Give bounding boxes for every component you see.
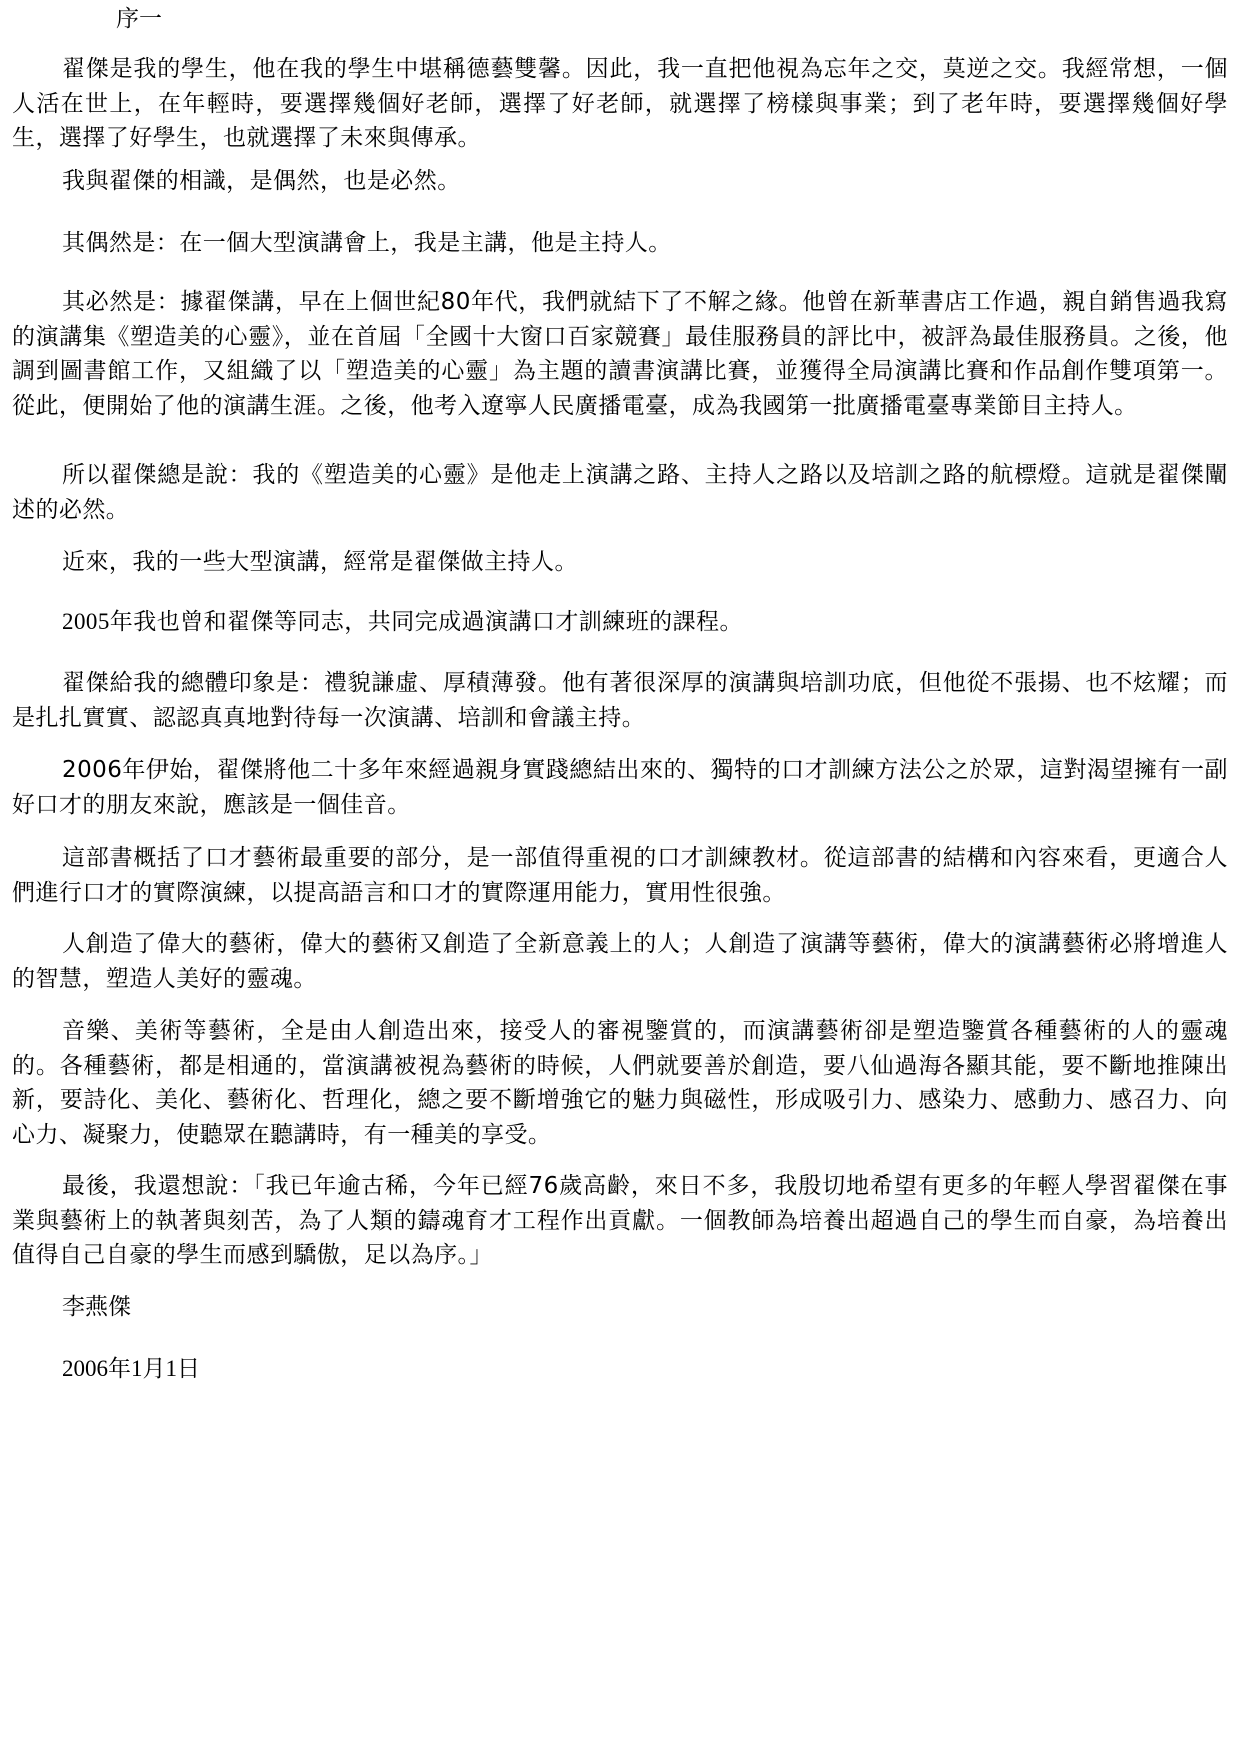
paragraph-10: 這部書概括了口才藝術最重要的部分，是一部值得重視的口才訓練教材。從這部書的結構和內容來看，更適合人們進行口才的實際演練，以提高語言和口才的實際運用能力，實用性很強。 <box>12 845 1228 906</box>
paragraph-12: 音樂、美術等藝術，全是由人創造出來，接受人的審視鑒賞的，而演講藝術卻是塑造鑒賞各種藝術的人的靈魂的。各種藝術，都是相通的，當演講被視為藝術的時候，人們就要善於創造，要八仙過海各顯其能，要不斷地推陳出新，要詩化、美化、藝術化、哲理化，總之要不斷增強它的魅力與磁性，形成吸引力、感染力、感動力、感召力、向心力、凝聚力，使聽眾在聽講時，有一種美的享受。 <box>12 1018 1228 1148</box>
paragraph-7: 2005年我也曾和翟傑等同志，共同完成過演講口才訓練班的課程。 <box>62 609 743 634</box>
paragraph-1: 翟傑是我的學生，他在我的學生中堪稱德藝雙馨。因此，我一直把他視為忘年之交，莫逆之交。我經常想，一個人活在世上，在年輕時，要選擇幾個好老師，選擇了好老師，就選擇了榜樣與事業；到了老年時，要選擇幾個好學生，選擇了好學生，也就選擇了未來與傳承。 <box>12 56 1228 151</box>
author-name: 李燕傑 <box>62 1294 131 1320</box>
paragraph-8: 翟傑給我的總體印象是：禮貌謙虛、厚積薄發。他有著很深厚的演講與培訓功底，但他從不張揚、也不炫耀；而是扎扎實實、認認真真地對待每一次演講、培訓和會議主持。 <box>12 670 1228 731</box>
page-title: 序一 <box>116 6 162 32</box>
paragraph-5: 所以翟傑總是說：我的《塑造美的心靈》是他走上演講之路、主持人之路以及培訓之路的航標燈。這就是翟傑闡述的必然。 <box>12 462 1228 523</box>
paragraph-4: 其必然是：據翟傑講，早在上個世紀80年代，我們就結下了不解之緣。他曾在新華書店工作過，親自銷售過我寫的演講集《塑造美的心靈》，並在首屆「全國十大窗口百家競賽」最佳服務員的評比中，被評為最佳服務員。之後，他調到圖書館工作，又組織了以「塑造美的心靈」為主題的讀書演講比賽，並獲得全局演講比賽和作品創作雙項第一。從此，便開始了他的演講生涯。之後，他考入遼寧人民廣播電臺，成為我國第一批廣播電臺專業節目主持人。 <box>12 289 1228 419</box>
date-line: 2006年1月1日 <box>62 1356 200 1381</box>
paragraph-13: 最後，我還想說：「我已年逾古稀，今年已經76歲高齡，來日不多，我殷切地希望有更多的年輕人學習翟傑在事業與藝術上的執著與刻苦，為了人類的鑄魂育才工程作出貢獻。一個教師為培養出超過自己的學生而自豪，為培養出值得自己自豪的學生而感到驕傲，足以為序。」 <box>12 1173 1228 1268</box>
paragraph-9: 2006年伊始，翟傑將他二十多年來經過親身實踐總結出來的、獨特的口才訓練方法公之於眾，這對渴望擁有一副好口才的朋友來說，應該是一個佳音。 <box>12 757 1228 818</box>
paragraph-11: 人創造了偉大的藝術，偉大的藝術又創造了全新意義上的人；人創造了演講等藝術，偉大的演講藝術必將增進人的智慧，塑造人美好的靈魂。 <box>12 931 1228 992</box>
paragraph-2: 我與翟傑的相識，是偶然，也是必然。 <box>62 168 461 194</box>
paragraph-6: 近來，我的一些大型演講，經常是翟傑做主持人。 <box>62 549 578 575</box>
paragraph-3: 其偶然是：在一個大型演講會上，我是主講，他是主持人。 <box>62 230 672 256</box>
